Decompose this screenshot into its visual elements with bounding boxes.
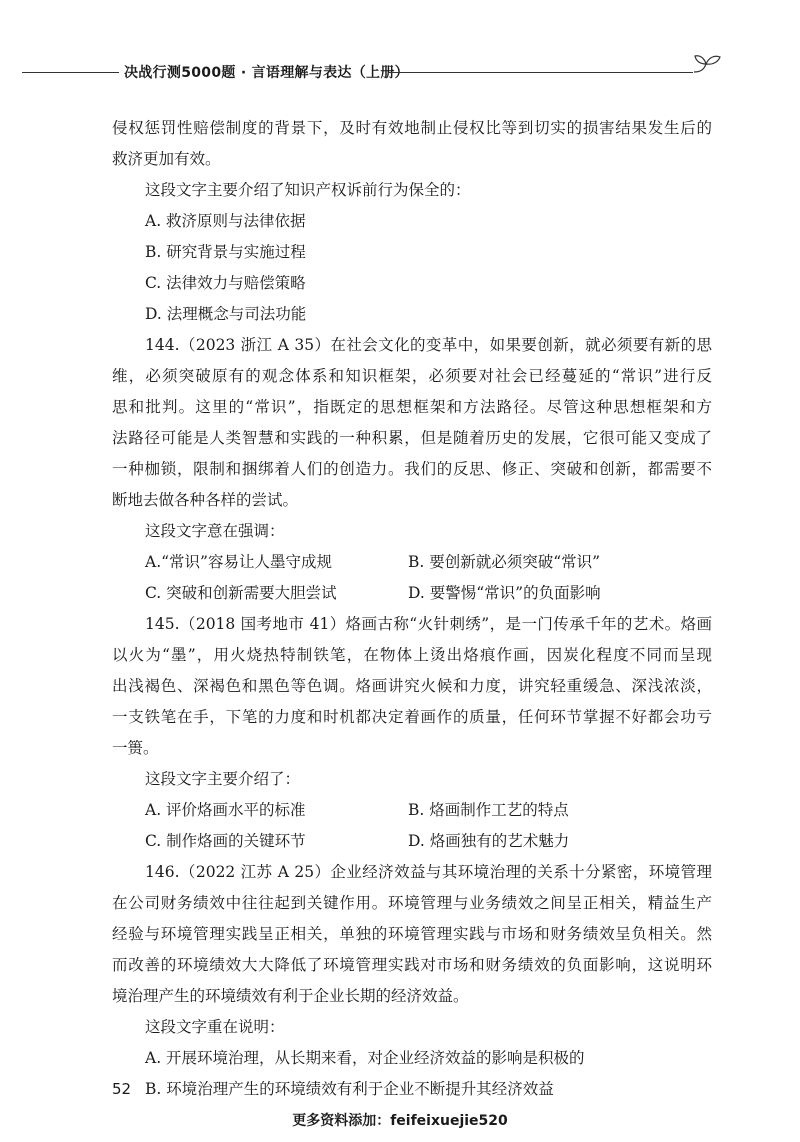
running-header bbox=[0, 58, 800, 88]
q143-option-d: D. 法理概念与司法功能 bbox=[145, 305, 307, 323]
q144-text-line: 144.（2023 浙江 A 35）在社会文化的变革中，如果要创新，就必须要有新的思 bbox=[145, 336, 712, 354]
footer-note: 更多资料添加：feifeixuejie520 bbox=[292, 1113, 508, 1129]
q145-text-line: 以火为“墨”，用火烧热特制铁笔，在物体上烫出烙痕作画，因炭化程度不同而呈现 bbox=[112, 646, 712, 664]
header-rule-right bbox=[388, 72, 693, 73]
q145-stem: 这段文字主要介绍了： bbox=[145, 770, 301, 788]
q144-option-b: B. 要创新就必须突破“常识” bbox=[408, 553, 601, 571]
q145-options-row bbox=[112, 795, 712, 826]
q145-option-a: A. 评价烙画水平的标准 bbox=[145, 801, 306, 819]
q146-option-a: A. 开展环境治理，从长期来看，对企业经济效益的影响是积极的 bbox=[145, 1049, 585, 1067]
q143-option-a: A. 救济原则与法律依据 bbox=[145, 212, 306, 230]
page-number: 52 bbox=[112, 1080, 132, 1098]
sprout-icon bbox=[690, 50, 724, 80]
q146-text-line: 在公司财务绩效中往往起到关键作用。环境管理与业务绩效之间呈正相关，精益生产 bbox=[112, 894, 712, 912]
q146-text-line: 境治理产生的环境绩效有利于企业长期的经济效益。 bbox=[112, 987, 469, 1005]
q144-text-line: 断地去做各种各样的尝试。 bbox=[112, 491, 299, 509]
q146-stem: 这段文字重在说明： bbox=[145, 1018, 285, 1036]
q144-options-row bbox=[112, 578, 712, 609]
q143-option-c: C. 法律效力与赔偿策略 bbox=[145, 274, 306, 292]
q145-text-line: 出浅褐色、深褐色和黑色等色调。烙画讲究火候和力度，讲究轻重缓急、深浅浓淡， bbox=[112, 677, 712, 695]
q144-option-a: A.“常识”容易让人墨守成规 bbox=[145, 553, 332, 571]
q145-option-d: D. 烙画独有的艺术魅力 bbox=[408, 832, 570, 850]
q145-options-row bbox=[112, 826, 712, 857]
header-title: 决战行测5000题 · 言语理解与表达（上册） bbox=[124, 65, 409, 81]
q145-option-b: B. 烙画制作工艺的特点 bbox=[408, 801, 569, 819]
q145-option-c: C. 制作烙画的关键环节 bbox=[145, 832, 306, 850]
q146-text-line: 经验与环境管理实践呈正相关，单独的环境管理实践与市场和财务绩效呈负相关。然 bbox=[112, 925, 712, 943]
page-body bbox=[112, 113, 712, 1105]
q143-option-b: B. 研究背景与实施过程 bbox=[145, 243, 306, 261]
q144-options-row bbox=[112, 547, 712, 578]
q145-text-line: 145.（2018 国考地市 41）烙画古称“火针刺绣”，是一门传承千年的艺术。烙画 bbox=[145, 615, 712, 633]
q146-text-line: 而改善的环境绩效大大降低了环境管理实践对市场和财务绩效的负面影响，这说明环 bbox=[112, 956, 712, 974]
q144-option-d: D. 要警惕“常识”的负面影响 bbox=[408, 584, 601, 602]
header-rule-left bbox=[22, 72, 119, 73]
q143-stem: 这段文字主要介绍了知识产权诉前行为保全的： bbox=[145, 181, 471, 199]
q145-text-line: 一篑。 bbox=[112, 739, 159, 757]
q144-text-line: 法路径可能是人类智慧和实践的一种积累，但是随着历史的发展，它很可能又变成了 bbox=[112, 429, 712, 447]
q144-text-line: 一种枷锁，限制和捆绑着人们的创造力。我们的反思、修正、突破和创新，都需要不 bbox=[112, 460, 712, 478]
q143-text-line: 侵权惩罚性赔偿制度的背景下，及时有效地制止侵权比等到切实的损害结果发生后的 bbox=[112, 119, 712, 137]
q146-text-line: 146.（2022 江苏 A 25）企业经济效益与其环境治理的关系十分紧密，环境管理 bbox=[145, 863, 712, 881]
q144-text-line: 维，必须突破原有的观念体系和知识框架，必须要对社会已经蔓延的“常识”进行反 bbox=[112, 367, 712, 385]
q144-stem: 这段文字意在强调： bbox=[145, 522, 285, 540]
q143-text-line: 救济更加有效。 bbox=[112, 150, 221, 168]
q146-option-b: B. 环境治理产生的环境绩效有利于企业不断提升其经济效益 bbox=[145, 1080, 554, 1098]
q145-text-line: 一支铁笔在手，下笔的力度和时机都决定着画作的质量，任何环节掌握不好都会功亏 bbox=[112, 708, 712, 726]
q144-text-line: 思和批判。这里的“常识”，指既定的思想框架和方法路径。尽管这种思想框架和方 bbox=[112, 398, 712, 416]
q144-option-c: C. 突破和创新需要大胆尝试 bbox=[145, 584, 337, 602]
